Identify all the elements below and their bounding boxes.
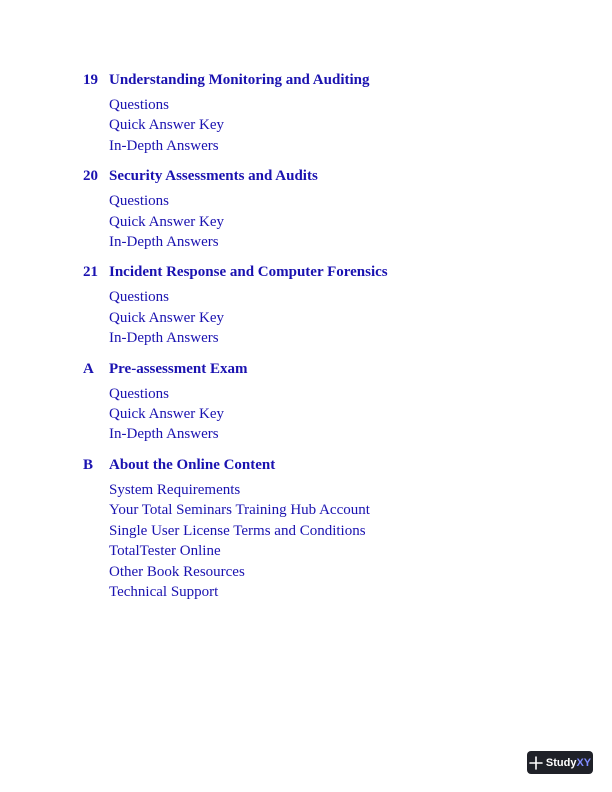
toc-link-in-depth-answers[interactable]: In-Depth Answers [109, 426, 219, 443]
chapter-entries [83, 384, 583, 445]
chapter-heading[interactable] [83, 71, 583, 90]
toc-chapter [83, 167, 583, 252]
chapter-entries [83, 191, 583, 252]
toc-link-quick-answer-key[interactable]: Quick Answer Key [109, 117, 224, 134]
plus-sparkle-icon [529, 756, 543, 770]
toc-link-other-book-resources[interactable]: Other Book Resources [109, 563, 245, 580]
chapter-number: B [83, 456, 94, 473]
toc-link-system-requirements[interactable]: System Requirements [109, 481, 241, 498]
chapter-entries [83, 480, 583, 602]
chapter-title: About the Online Content [109, 456, 276, 473]
toc-link-questions[interactable]: Questions [109, 385, 169, 402]
chapter-heading[interactable] [83, 360, 583, 379]
toc-chapter [83, 71, 583, 156]
chapter-title: Pre-assessment Exam [109, 360, 248, 377]
chapter-heading[interactable] [83, 263, 583, 282]
chapter-entries [83, 95, 583, 156]
chapter-entries [83, 287, 583, 348]
toc-chapter [83, 456, 583, 602]
toc-link-totaltester-online[interactable]: TotalTester Online [109, 543, 221, 560]
chapter-number: 21 [83, 264, 98, 281]
toc-link-license-terms[interactable]: Single User License Terms and Conditions [109, 522, 366, 539]
toc-link-in-depth-answers[interactable]: In-Depth Answers [109, 330, 219, 347]
toc-link-questions[interactable]: Questions [109, 193, 169, 210]
studyxy-badge[interactable] [527, 751, 593, 774]
chapter-title: Security Assessments and Audits [109, 168, 318, 185]
toc-link-questions[interactable]: Questions [109, 97, 169, 113]
toc-link-questions[interactable]: Questions [109, 289, 169, 306]
chapter-number: 20 [83, 168, 98, 185]
toc-link-quick-answer-key[interactable]: Quick Answer Key [109, 213, 224, 230]
badge-brand: Study [545, 756, 577, 769]
toc-link-in-depth-answers[interactable]: In-Depth Answers [109, 234, 219, 251]
badge-brand-accent: XY [576, 756, 592, 769]
toc-chapter [83, 360, 583, 445]
chapter-heading[interactable] [83, 456, 583, 475]
chapter-title: Incident Response and Computer Forensics [109, 264, 388, 281]
chapter-title: Understanding Monitoring and Auditing [109, 72, 370, 88]
toc-link-quick-answer-key[interactable]: Quick Answer Key [109, 309, 224, 326]
toc-link-in-depth-answers[interactable]: In-Depth Answers [109, 137, 219, 154]
toc-link-training-hub-account[interactable]: Your Total Seminars Training Hub Account [109, 502, 370, 519]
table-of-contents [83, 71, 583, 613]
toc-link-quick-answer-key[interactable]: Quick Answer Key [109, 406, 224, 423]
toc-chapter [83, 263, 583, 348]
chapter-heading[interactable] [83, 167, 583, 186]
toc-link-technical-support[interactable]: Technical Support [109, 583, 219, 600]
chapter-number: 19 [83, 72, 98, 88]
chapter-number: A [83, 360, 94, 377]
